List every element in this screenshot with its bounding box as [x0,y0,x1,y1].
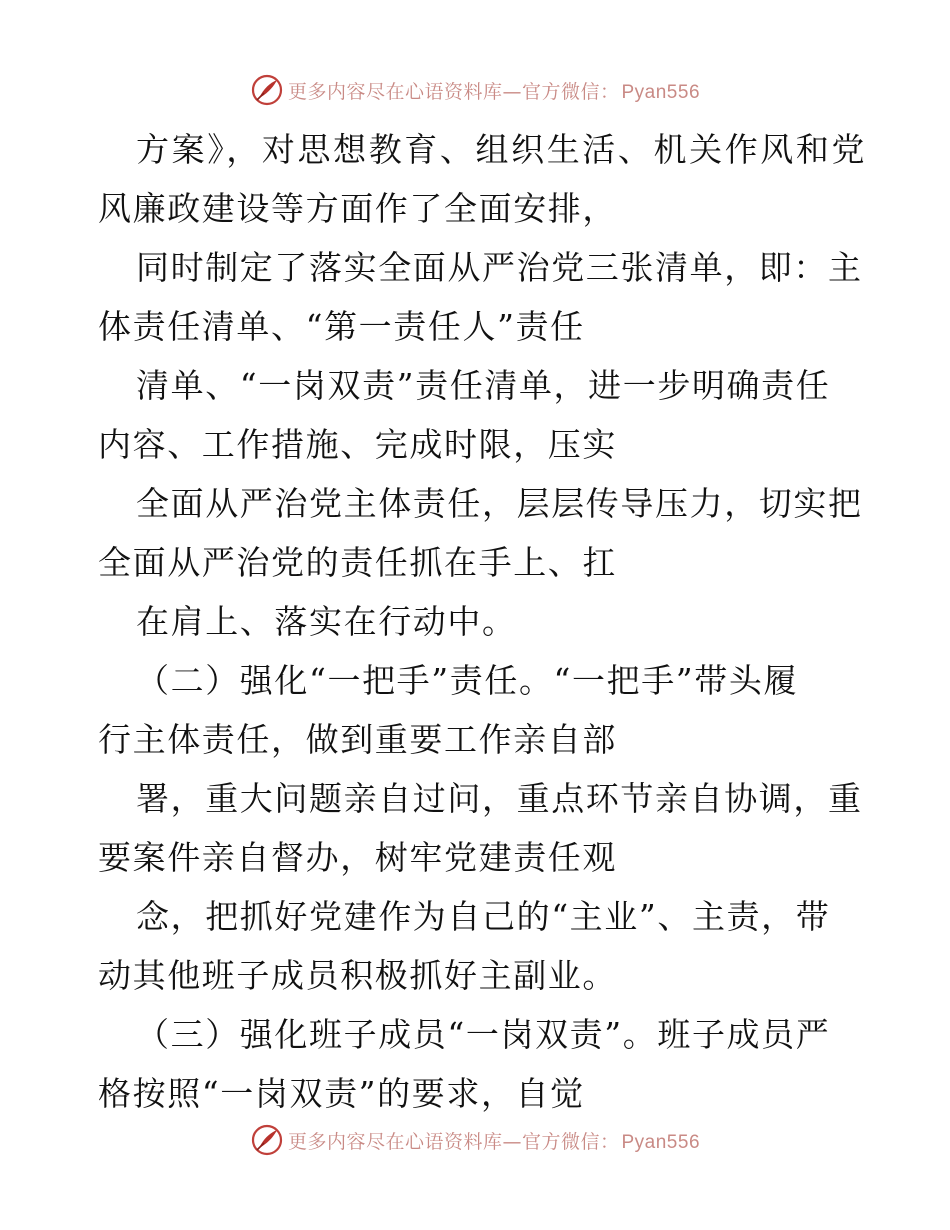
text-line: 清单、“一岗双责”责任清单，进一步明确责任 [136,366,831,405]
document-body [98,120,868,1123]
text-line: （三）强化班子成员“一岗双责”。班子成员严 [136,1015,831,1054]
text-line: 风廉政建设等方面作了全面安排， [98,189,617,228]
text-line: 动其他班子成员积极抓好主副业。 [98,956,617,995]
feather-pen-logo [250,73,284,107]
text-line: 同时制定了落实全面从严治党三张清单，即：主 [136,248,863,287]
text-line: 全面从严治党的责任抓在手上、扛 [98,543,617,582]
feather-pen-logo [250,1123,284,1157]
text-line: （二）强化“一把手”责任。“一把手”带头履 [136,661,799,700]
header-watermark [0,70,950,110]
text-line: 要案件亲自督办，树牢党建责任观 [98,838,617,877]
text-line: 方案》，对思想教育、组织生活、机关作风和党 [136,130,868,169]
watermark-text: 更多内容尽在心语资料库—官方微信： Pyan556 [287,1130,701,1153]
text-line: 在肩上、落实在行动中。 [136,602,517,641]
text-line: 格按照“一岗双责”的要求，自觉 [98,1074,585,1113]
watermark-text: 更多内容尽在心语资料库—官方微信： Pyan556 [287,80,701,103]
text-line: 全面从严治党主体责任，层层传导压力，切实把 [136,484,863,523]
text-line: 体责任清单、“第一责任人”责任 [98,307,585,346]
text-line: 署，重大问题亲自过问，重点环节亲自协调，重 [136,779,863,818]
text-line: 念，把抓好党建作为自己的“主业”、主责，带 [136,897,831,936]
footer-watermark [0,1120,950,1160]
text-line: 行主体责任，做到重要工作亲自部 [98,720,617,759]
text-line: 内容、工作措施、完成时限，压实 [98,425,617,464]
